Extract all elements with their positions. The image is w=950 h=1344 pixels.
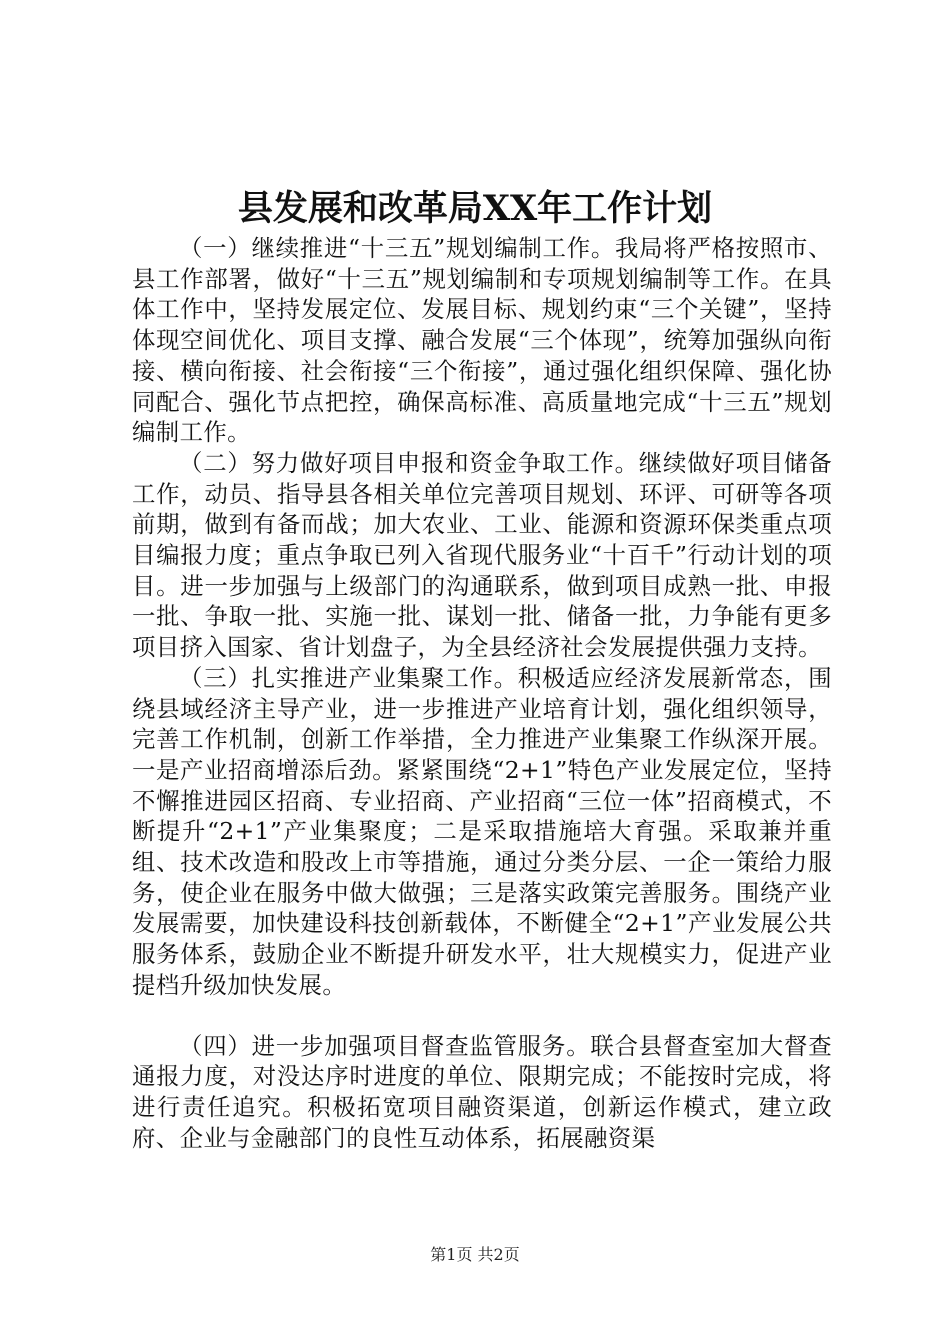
document-title: 县发展和改革局XX年工作计划 [237, 188, 713, 229]
document-body [132, 233, 832, 1153]
paragraph-2: （二）努力做好项目申报和资金争取工作。继续做好项目储备工作，动员、指导县各相关单位完善项目规划、环评、可研等各项前期，做到有备而战；加大农业、工业、能源和资源环保类重点项目编报力度；重点争取已列入省现代服务业“十百千”行动计划的项目。进一步加强与上级部门的沟通联系，做到项目成熟一批、申报一批、争取一批、实施一批、谋划一批、储备一批，力争能有更多项目挤入国家、省计划盘子，为全县经济社会发展提供强力支持。 [132, 448, 832, 662]
paragraph-3: （三）扎实推进产业集聚工作。积极适应经济发展新常态，围绕县域经济主导产业，进一步推进产业培育计划，强化组织领导，完善工作机制，创新工作举措，全力推进产业集聚工作纵深开展。一是产业招商增添后劲。紧紧围绕“2+1”特色产业发展定位，坚持不懈推进园区招商、专业招商、产业招商“三位一体”招商模式，不断提升“2+1”产业集聚度；二是采取措施培大育强。采取兼并重组、技术改造和股改上市等措施，通过分类分层、一企一策给力服务，使企业在服务中做大做强；三是落实政策完善服务。围绕产业发展需要，加快建设科技创新载体，不断健全“2+1”产业发展公共服务体系，鼓励企业不断提升研发水平，壮大规模实力，促进产业提档升级加快发展。 [132, 663, 832, 999]
paragraph-4: （四）进一步加强项目督查监管服务。联合县督查室加大督查通报力度，对没达序时进度的单位、限期完成；不能按时完成，将进行责任追究。积极拓宽项目融资渠道，创新运作模式，建立政府、企业与金融部门的良性互动体系，拓展融资渠 [132, 1031, 832, 1152]
page-footer: 第1页 共2页 [430, 1245, 520, 1264]
paragraph-1: （一）继续推进“十三五”规划编制工作。我局将严格按照市、县工作部署，做好“十三五”规划编制和专项规划编制等工作。在具体工作中，坚持发展定位、发展目标、规划约束“三个关键”，坚持体现空间优化、项目支撑、融合发展“三个体现”，统筹加强纵向衔接、横向衔接、社会衔接“三个衔接”，通过强化组织保障、强化协同配合、强化节点把控，确保高标准、高质量地完成“十三五”规划编制工作。 [132, 234, 832, 447]
